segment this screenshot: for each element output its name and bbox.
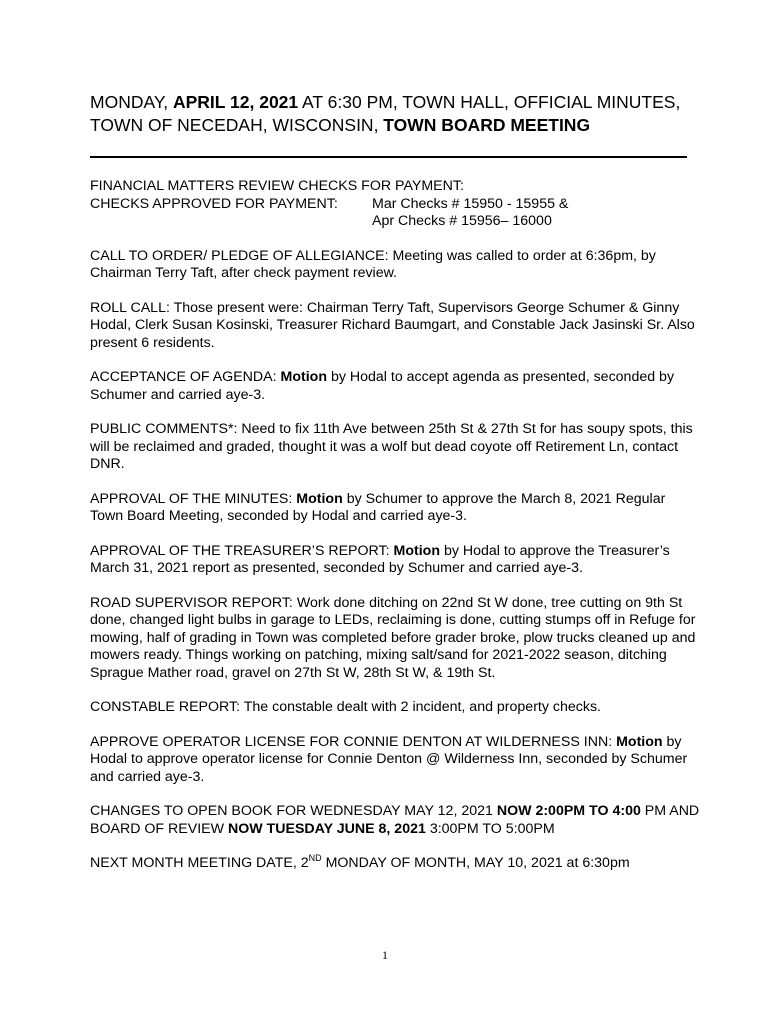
financial-heading: FINANCIAL MATTERS REVIEW CHECKS FOR PAYMENT: [90,178,464,194]
section-text: 3:00PM TO 5:00PM [425,820,555,837]
document-title [90,91,710,137]
mar-checks: Mar Checks # 15950 - 15955 & [372,195,569,212]
section-text: by Hodal to accept agenda as presented, seconded by Schumer and carried aye-3. [90,369,675,403]
motion-label: Motion [616,733,663,750]
section-text: MONDAY OF MONTH, MAY 10, 2021 at 6:30pm [321,855,630,871]
checks-approved-label: CHECKS APPROVED FOR PAYMENT: [90,195,338,212]
minutes-approval-section [90,491,700,526]
motion-label: Motion [393,542,441,559]
agenda-section [90,369,700,404]
section-text: PM AND BOARD OF REVIEW [90,803,700,837]
checks-approved-row-2 [90,213,700,231]
title-part: MONDAY, [90,92,173,112]
section-text: NEXT MONTH MEETING DATE, 2 [90,855,309,871]
motion-label: Motion [280,369,327,385]
page-number: 1 [382,948,388,962]
road-supervisor-section: ROAD SUPERVISOR REPORT: Work done ditching on 22nd St W done, tree cutting on 9th St done, changed light bulbs in garage to LEDs, reclaiming is done, cutting stumps off in Refuge for mowing, half of grading in Town was completed before grader broke, plow trucks cleaned up and mowers ready. Things working on patching, mixing salt/sand for 2021-2022 season, ditching Sprague Mather road, gravel on 27th St W, 28th St W, & 19th St. [90,594,696,681]
motion-label: Motion [296,490,343,507]
title-meeting-type: TOWN BOARD MEETING [383,115,591,135]
financial-matters-section [90,178,700,231]
minutes-body [90,178,700,890]
open-book-time: NOW 2:00PM TO 4:00 [496,803,641,819]
next-meeting-section [90,855,700,873]
public-comments-section: PUBLIC COMMENTS*: Need to fix 11th Ave between 25th St & 27th St for has soupy spots, this will be reclaimed and graded, thought it was a wolf but dead coyote off Retirement Ln, contact DNR. [90,421,693,472]
title-part: AT 6:30 PM, TOWN HALL, OFFICIAL MINUTES, TOWN OF NECEDAH, WISCONSIN, [90,92,681,135]
checks-approved-row [90,196,700,214]
ordinal-suffix: ND [308,853,322,863]
section-text: by Hodal to approve operator license for Connie Denton @ Wilderness Inn, seconded by Schumer and carried aye-3. [90,733,688,785]
apr-checks: Apr Checks # 15956– 16000 [372,213,552,229]
board-of-review-date: NOW TUESDAY JUNE 8, 2021 [227,820,426,837]
section-lead: APPROVAL OF THE TREASURER’S REPORT: [90,542,394,559]
roll-call-section: ROLL CALL: Those present were: Chairman Terry Taft, Supervisors George Schumer & Ginny Hodal, Clerk Susan Kosinski, Treasurer Richard Baumgart, and Constable Jack Jasinski Sr. Also present 6 residents. [90,299,695,351]
section-lead: ACCEPTANCE OF AGENDA: [90,369,281,385]
constable-section: CONSTABLE REPORT: The constable dealt with 2 incident, and property checks. [90,699,601,715]
section-lead: APPROVE OPERATOR LICENSE FOR CONNIE DENTON AT WILDERNESS INN: [90,733,617,750]
section-text: CHANGES TO OPEN BOOK FOR WEDNESDAY MAY 12, 2021 [90,803,497,819]
section-text: by Schumer to approve the March 8, 2021 Regular Town Board Meeting, seconded by Hodal and carried aye-3. [90,490,666,524]
section-text: by Hodal to approve the Treasurer’s March 31, 2021 report as presented, seconded by Schumer and carried aye-3. [90,542,670,576]
title-date: APRIL 12, 2021 [172,92,299,112]
section-lead: APPROVAL OF THE MINUTES: [90,490,297,507]
title-divider [90,156,687,158]
treasurer-report-section [90,543,700,578]
open-book-section [90,803,700,838]
checks-spacer [90,213,372,231]
operator-license-section [90,734,700,787]
call-to-order-section: CALL TO ORDER/ PLEDGE OF ALLEGIANCE: Meeting was called to order at 6:36pm, by Chairman Terry Taft, after check payment review. [90,247,656,281]
